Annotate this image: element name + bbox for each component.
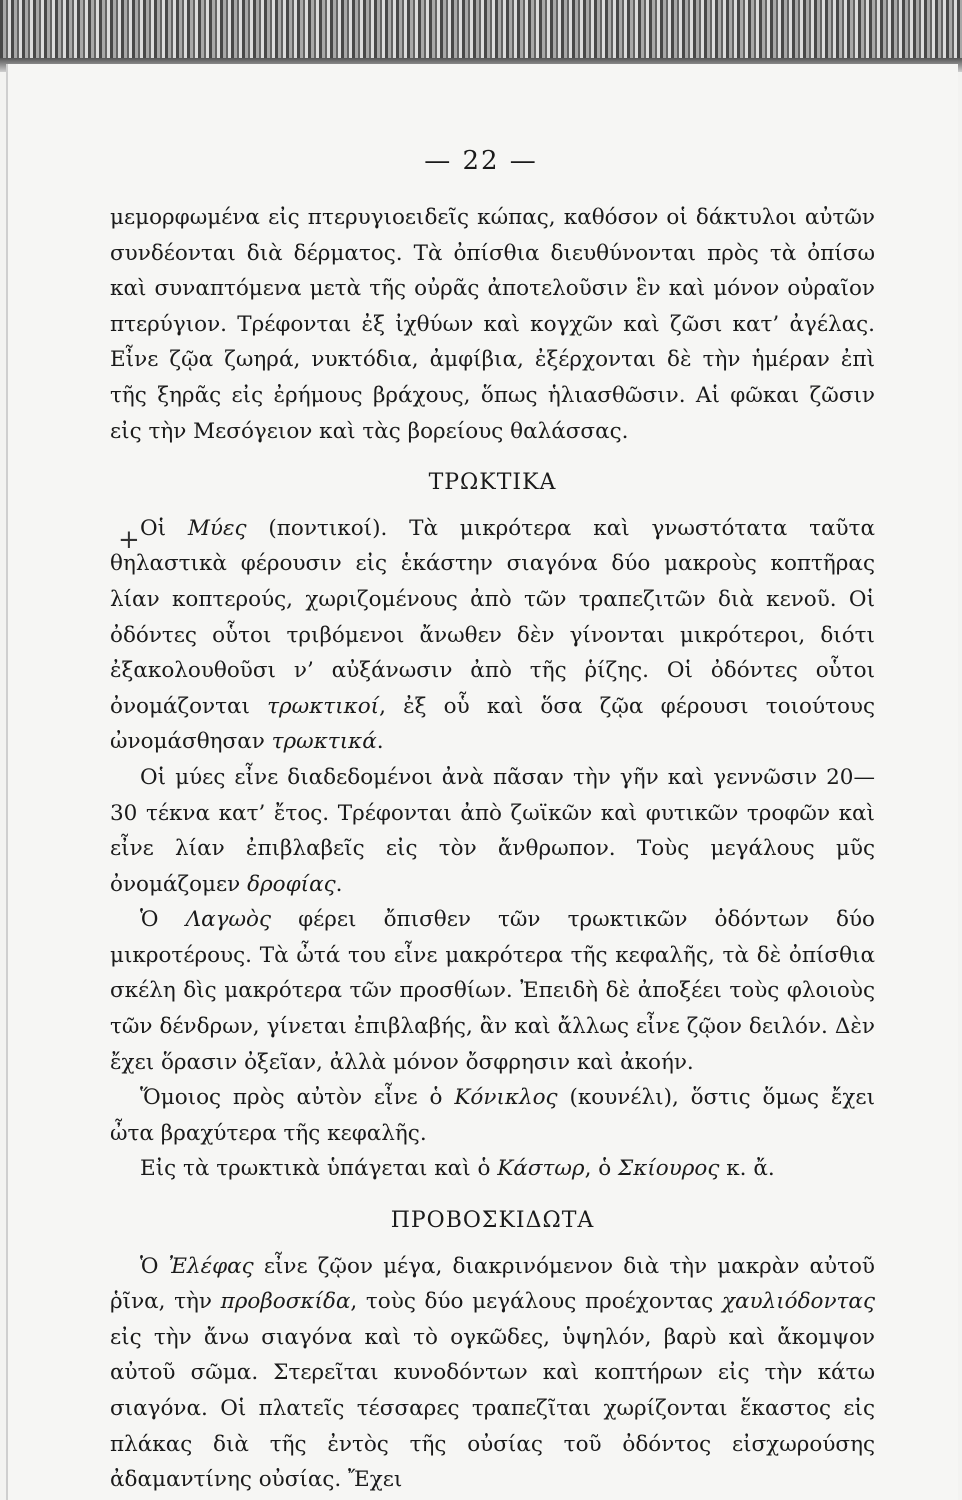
section-heading-proboscideans: ΠΡΟΒΟΣΚΙΔΩΤΑ xyxy=(390,1208,595,1234)
paragraph-hare: Ὁ Λαγωὸς φέρει ὄπισθεν τῶν τρωκτικῶν ὀδόντων δύο μικροτέρους. Τὰ ὦτά του εἶνε μακρότερα τῆς κεφαλῆς, τὰ δὲ ὀπίσθια σκέλη δὶς μακρότερα τῶν προσθίων. Ἐπειδὴ δὲ ἀποξέει τοὺς φλοιοὺς τῶν δένδρων, γίνεται ἐπιβλαβής, ἂν καὶ ἄλλως εἶνε ζῷον δειλόν. Δὲν ἔχει ὅρασιν ὀξεῖαν, ἀλλὰ μόνον ὄσφρησιν καὶ ἀκοήν. xyxy=(110,907,875,1075)
paragraph-mice-distribution: Οἱ μύες εἶνε διαδεδομένοι ἀνὰ πᾶσαν τὴν γῆν καὶ γεννῶσιν 20—30 τέκνα κατ’ ἔτος. Τρέφονται ἀπὸ ζωϊκῶν καὶ φυτικῶν τροφῶν καὶ εἶνε λίαν ἐπιβλαβεῖς εἰς τὸν ἄνθρωπον. Τοὺς μεγάλους μῦς ὀνομάζομεν δροφίας. xyxy=(110,764,875,897)
margin-plus-mark: + xyxy=(118,525,140,555)
section-heading-rodents: ΤΡΩΚΤΙΚΑ xyxy=(428,470,557,496)
paragraph-rabbit: Ὅμοιος πρὸς αὐτὸν εἶνε ὁ Κόνικλος (κουνέλι), ὅστις ὅμως ἔχει ὦτα βραχύτερα τῆς κεφαλῆς. xyxy=(110,1085,875,1146)
page-text xyxy=(110,200,875,1498)
paragraph-mice: Οἱ Μύες (ποντικοί). Τὰ μικρότερα καὶ γνωστότατα ταῦτα θηλαστικὰ φέρουσιν εἰς ἑκάστην σιαγόνα δύο μακροὺς κοπτῆρας λίαν κοπτερούς, χωριζομένους ἀπὸ τῶν τραπεζιτῶν διὰ κενοῦ. Οἱ ὀδόντες οὗτοι τριβόμενοι ἄνωθεν δὲν γίνονται μικρότεροι, διότι ἐξακολουθοῦσι ν’ αὐξάνωσιν ἀπὸ τῆς ῥίζης. Οἱ ὀδόντες οὗτοι ὀνομάζονται τρωκτικοί, ἐξ οὗ καὶ ὅσα ζῷα φέρουσι τοιούτους ὠνομάσθησαν τρωκτικά. xyxy=(110,515,875,755)
page-number: — 22 — xyxy=(424,146,538,176)
paragraph-elephant: Ὁ Ἐλέφας εἶνε ζῷον μέγα, διακρινόμενον διὰ τὴν μακρὰν αὐτοῦ ῥῖνα, τὴν προβοσκίδα, τοὺς δύο μεγάλους προέχοντας χαυλιόδοντας εἰς τὴν ἄνω σιαγόνα καὶ τὸ ογκῶδες, ὑψηλόν, βαρὺ καὶ ἄκομψον αὐτοῦ σῶμα. Στερεῖται κυνοδόντων καὶ κοπτήρων εἰς τὴν κάτω σιαγόνα. Οἱ πλατεῖς τέσσαρες τραπεζῖται χωρίζονται ἕκαστος εἰς πλάκας διὰ τῆς ἐντὸς τῆς οὐσίας τοῦ ὀδόντος εἰσχωρούσης ἀδαμαντίνης οὐσίας. Ἔχει xyxy=(110,1253,876,1493)
paragraph-seals: μεμορφωμένα εἰς πτερυγιοειδεῖς κώπας, καθόσον οἱ δάκτυλοι αὐτῶν συνδέονται διὰ δέρματος. Τὰ ὀπίσθια διευθύνονται πρὸς τὰ ὀπίσω καὶ συναπτόμενα μετὰ τῆς οὐρᾶς ἀποτελοῦσιν ἓν καὶ μόνον οὐραῖον πτερύγιον. Τρέφονται ἐξ ἰχθύων καὶ κογχῶν καὶ ζῶσι κατ’ ἀγέλας. Εἶνε ζῷα ζωηρά, νυκτόδια, ἀμφίβια, ἐξέρχονται δὲ τὴν ἡμέραν ἐπὶ τῆς ξηρᾶς εἰς ἐρήμους βράχους, ὅπως ἡλιασθῶσιν. Αἱ φῶκαι ζῶσιν εἰς τὴν Μεσόγειον καὶ τὰς βορείους θαλάσσας. xyxy=(110,205,875,444)
paragraph-beaver-squirrel: Εἰς τὰ τρωκτικὰ ὑπάγεται καὶ ὁ Κάστωρ, ὁ Σκίουρος κ. ἄ. xyxy=(140,1156,775,1182)
